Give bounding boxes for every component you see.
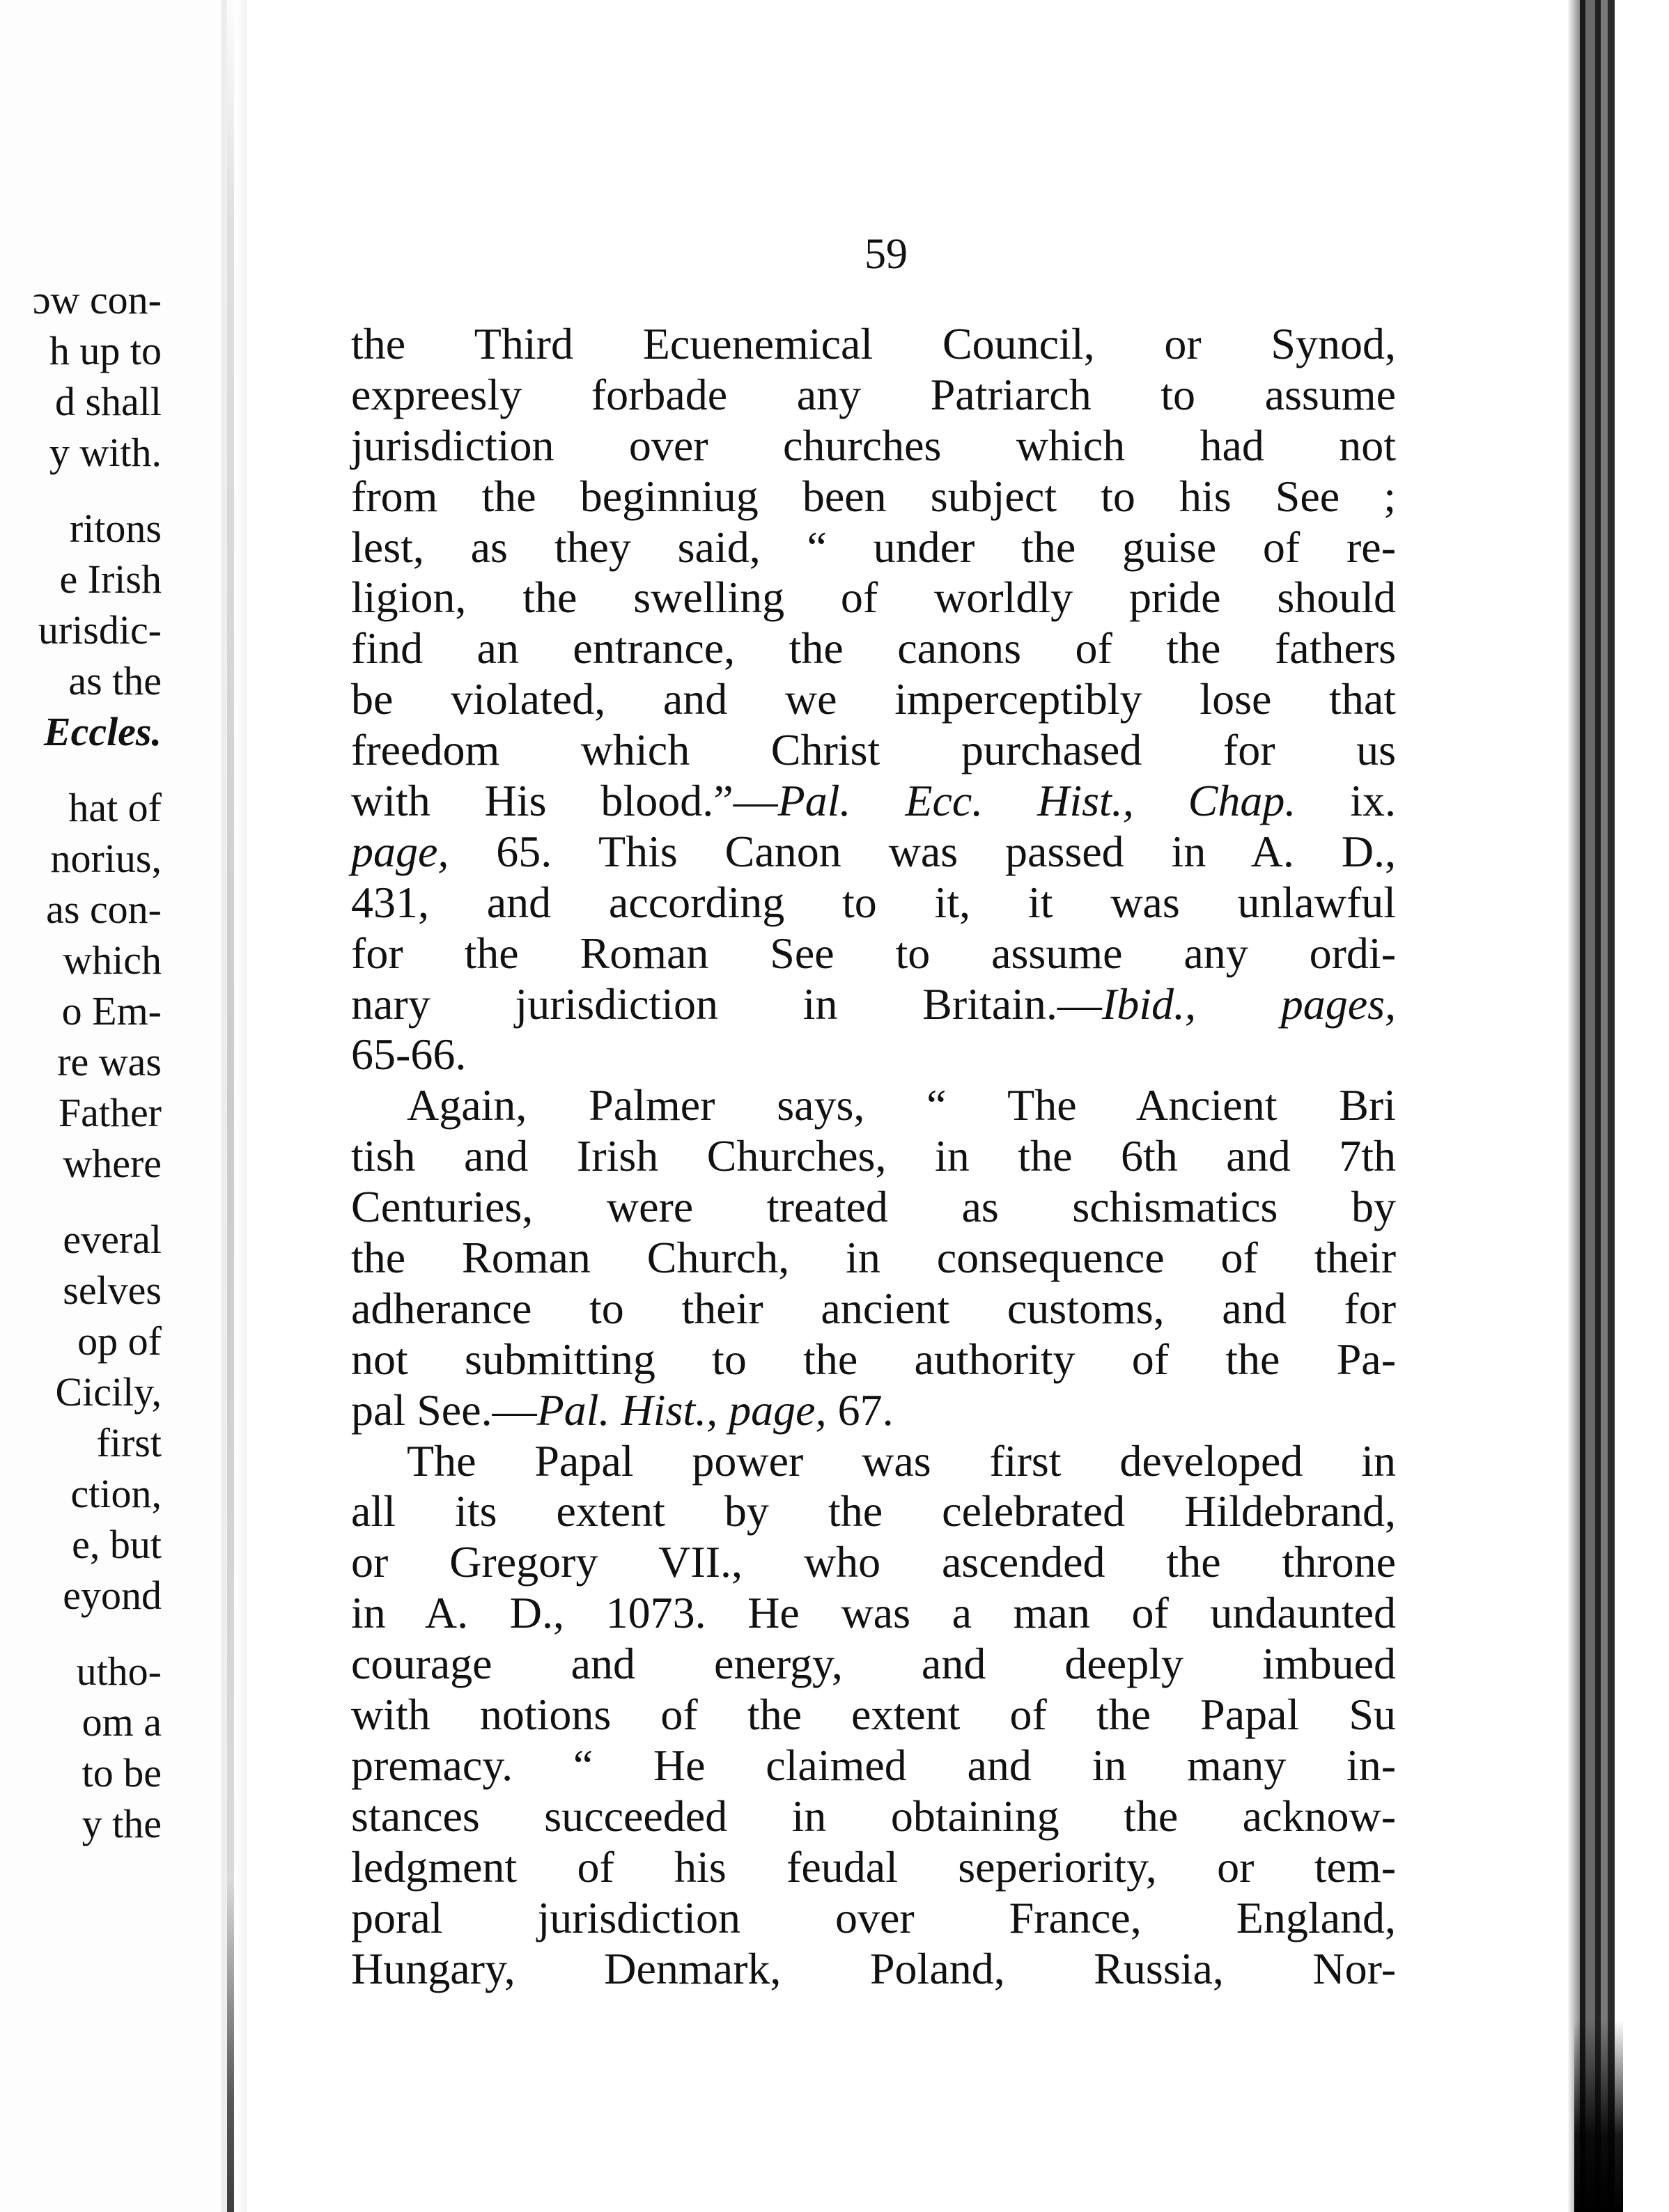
text-run: poral jurisdiction over France, England, (351, 1892, 1396, 1942)
text-line (351, 1842, 1396, 1893)
text-line (351, 1029, 1396, 1080)
citation-italic: Pal. Hist., page, (536, 1385, 827, 1435)
previous-page-line: as the (68, 658, 162, 703)
current-page (247, 0, 1567, 2212)
text-line (351, 1284, 1396, 1334)
previous-page-line: ction, (70, 1471, 162, 1516)
previous-page-line: hat of (68, 785, 162, 830)
text-line (351, 1791, 1396, 1842)
text-run: expreesly forbade any Patriarch to assume (351, 369, 1396, 419)
text-line (351, 1334, 1396, 1385)
book-corner-shadow (1574, 2020, 1623, 2212)
previous-page-line (0, 1189, 222, 1214)
previous-page-line: to be (81, 1750, 162, 1796)
text-line (351, 370, 1396, 421)
text-line (351, 421, 1396, 472)
previous-page-line: o Em- (61, 988, 162, 1034)
text-run: Again, Palmer says, “ The Ancient Bri (407, 1080, 1396, 1130)
text-line (351, 1233, 1396, 1284)
text-run: premacy. “ He claimed and in many in- (351, 1740, 1396, 1790)
previous-page-line: re was (57, 1039, 162, 1084)
previous-page-line: norius, (50, 836, 162, 881)
text-run: be violated, and we imperceptibly lose that (351, 674, 1396, 724)
previous-page-line (0, 1621, 222, 1646)
page-edge-shade (1567, 0, 1580, 2212)
text-run: stances succeeded in obtaining the acknow- (351, 1791, 1396, 1841)
text-line (351, 1588, 1396, 1639)
text-line (351, 623, 1396, 674)
page-edge-shade (1585, 0, 1595, 2212)
text-run: with notions of the extent of the Papal Su (351, 1690, 1396, 1740)
text-line (351, 1486, 1396, 1537)
text-line (351, 878, 1396, 928)
text-run: ligion, the swelling of worldly pride should (351, 573, 1396, 623)
previous-page-line: ɔw con- (32, 277, 162, 322)
previous-page-text (0, 274, 222, 1849)
previous-page-line: where (63, 1141, 162, 1186)
previous-page-line: e, but (72, 1522, 162, 1567)
previous-page-line: which (63, 937, 162, 983)
book-gutter (222, 0, 247, 2212)
text-line (351, 1436, 1396, 1487)
page-edge-line (1580, 0, 1585, 2212)
text-line (351, 1182, 1396, 1233)
text-run: or Gregory VII., who ascended the throne (351, 1537, 1396, 1587)
text-run: the Third Ecuenemical Council, or Synod, (351, 319, 1396, 368)
previous-page-line (0, 478, 222, 503)
text-run: the Roman Church, in consequence of their (351, 1233, 1396, 1283)
text-line (351, 1690, 1396, 1740)
previous-page-line: first (96, 1420, 162, 1465)
previous-page-line: urisdic- (38, 607, 162, 653)
text-line (351, 1537, 1396, 1588)
text-run: adherance to their ancient customs, and for (351, 1283, 1396, 1333)
text-line (351, 1944, 1396, 1995)
text-line (351, 1639, 1396, 1690)
text-line (351, 776, 1396, 827)
text-run: 65. This Canon was passed in A. D., (449, 826, 1396, 876)
text-run: jurisdiction over churches which had not (351, 420, 1396, 470)
previous-page-line: y the (81, 1801, 162, 1846)
text-run: 65-66. (351, 1029, 467, 1080)
text-run: The Papal power was first developed in (407, 1435, 1396, 1486)
text-run: in A. D., 1073. He was a man of undaunted (351, 1588, 1396, 1638)
text-run: 431, and according to it, it was unlawful (351, 877, 1396, 927)
previous-page-line: utho- (76, 1649, 162, 1694)
text-line (351, 928, 1396, 979)
page-edge-line (1608, 0, 1615, 2212)
previous-page-line: ritons (69, 506, 162, 551)
text-line (351, 1893, 1396, 1944)
page-edge-line (1595, 0, 1601, 2212)
text-line (351, 827, 1396, 878)
page-edge-shade (1601, 0, 1608, 2212)
text-line (351, 1740, 1396, 1791)
previous-page-line: Father (58, 1090, 162, 1135)
scan-margin (1615, 0, 1669, 2212)
text-line (351, 472, 1396, 522)
previous-page-line: e Irish (59, 556, 162, 602)
text-run: find an entrance, the canons of the fathers (351, 623, 1396, 673)
text-line (351, 1080, 1396, 1131)
previous-page-line: as con- (46, 887, 162, 932)
text-run: courage and energy, and deeply imbued (351, 1639, 1396, 1689)
previous-page-line: everal (63, 1217, 162, 1262)
text-run: for the Roman See to assume any ordi- (351, 928, 1396, 978)
previous-page-line: d shall (54, 379, 162, 424)
text-run: nary jurisdiction in Britain.— (351, 979, 1102, 1029)
previous-page-fragment (0, 0, 222, 2212)
text-run: 67. (826, 1385, 894, 1435)
previous-page-line: eyond (63, 1573, 162, 1618)
previous-page-line: y with. (49, 430, 162, 475)
text-run: with His blood.”— (351, 776, 778, 826)
text-line (351, 979, 1396, 1030)
text-line (351, 1131, 1396, 1182)
text-run: pal See.— (351, 1385, 537, 1435)
previous-page-line (0, 757, 222, 782)
text-run: ix. (1296, 776, 1397, 826)
page-number: 59 (864, 231, 908, 278)
citation-italic: page, (351, 826, 449, 876)
previous-page-line: Cicily, (55, 1369, 162, 1415)
text-line (351, 573, 1396, 623)
text-run: freedom which Christ purchased for us (351, 725, 1396, 775)
previous-page-line: Eccles. (43, 709, 162, 754)
gutter-shadow (227, 0, 234, 2212)
previous-page-line: h up to (49, 328, 162, 373)
text-run: not submitting to the authority of the Pa- (351, 1334, 1396, 1384)
citation-italic: Pal. Ecc. Hist., Chap. (777, 776, 1296, 826)
text-run: tish and Irish Churches, in the 6th and 7th (351, 1131, 1396, 1181)
previous-page-line: op of (77, 1318, 162, 1364)
page-body-text (351, 319, 1396, 1994)
text-line (351, 674, 1396, 725)
text-line (351, 522, 1396, 573)
text-run: ledgment of his feudal seperiority, or tem- (351, 1841, 1396, 1892)
text-line (351, 1385, 1396, 1436)
text-run: Hungary, Denmark, Poland, Russia, Nor- (351, 1943, 1396, 1993)
text-run: from the beginniug been subject to his See ; (351, 471, 1396, 521)
citation-italic: Ibid., pages, (1101, 979, 1396, 1029)
previous-page-line: selves (63, 1268, 162, 1313)
text-line (351, 319, 1396, 370)
text-run: all its extent by the celebrated Hildebrand, (351, 1486, 1396, 1536)
text-run: lest, as they said, “ under the guise of re- (351, 522, 1396, 572)
text-line (351, 725, 1396, 776)
previous-page-line: om a (81, 1699, 162, 1745)
text-run: Centuries, were treated as schismatics by (351, 1182, 1396, 1232)
